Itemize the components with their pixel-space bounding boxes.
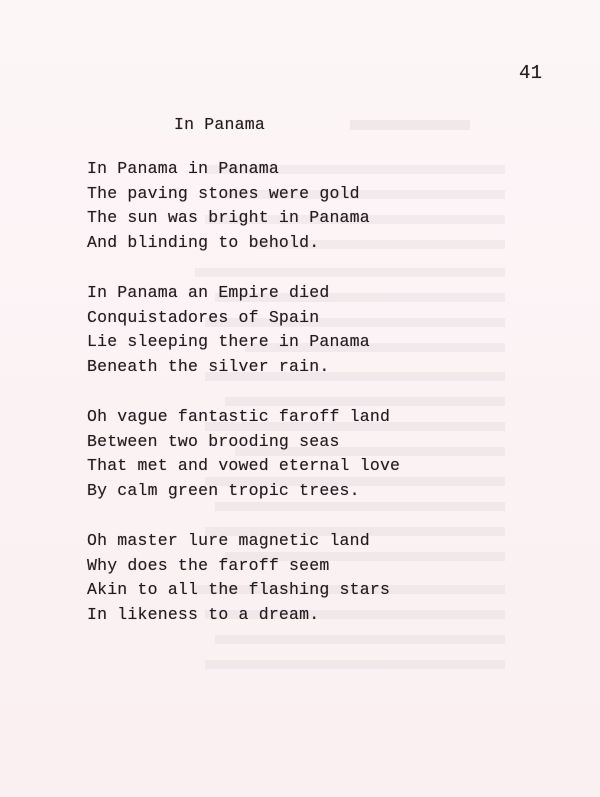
poem-line: The paving stones were gold bbox=[87, 183, 360, 203]
poem-line: In Panama in Panama bbox=[87, 159, 279, 178]
stanza-2 bbox=[87, 281, 400, 379]
poem-line: Akin to all the flashing stars bbox=[87, 580, 391, 599]
page-number: 41 bbox=[519, 62, 543, 84]
poem-line: Between two brooding seas bbox=[87, 431, 340, 451]
poem-line: Oh master lure magnetic land bbox=[87, 531, 370, 550]
poem-line: The sun was bright in Panama bbox=[87, 208, 370, 227]
stanza-4 bbox=[87, 529, 400, 627]
poem-title: In Panama bbox=[174, 115, 265, 134]
poem-line: Conquistadores of Spain bbox=[87, 307, 320, 327]
poem-line: In likeness to a dream. bbox=[87, 604, 320, 624]
poem-line: In Panama an Empire died bbox=[87, 283, 330, 302]
poem-line: Why does the faroff seem bbox=[87, 555, 330, 575]
poem-line: Lie sleeping there in Panama bbox=[87, 332, 370, 351]
poem-line: Beneath the silver rain. bbox=[87, 356, 330, 376]
poem-line: And blinding to behold. bbox=[87, 232, 320, 252]
poem-body bbox=[87, 157, 400, 653]
stanza-3 bbox=[87, 405, 400, 503]
poem-line: Oh vague fantastic faroff land bbox=[87, 407, 391, 426]
poem-line: By calm green tropic trees. bbox=[87, 480, 360, 500]
stanza-1 bbox=[87, 157, 400, 255]
poem-line: That met and vowed eternal love bbox=[87, 456, 401, 475]
